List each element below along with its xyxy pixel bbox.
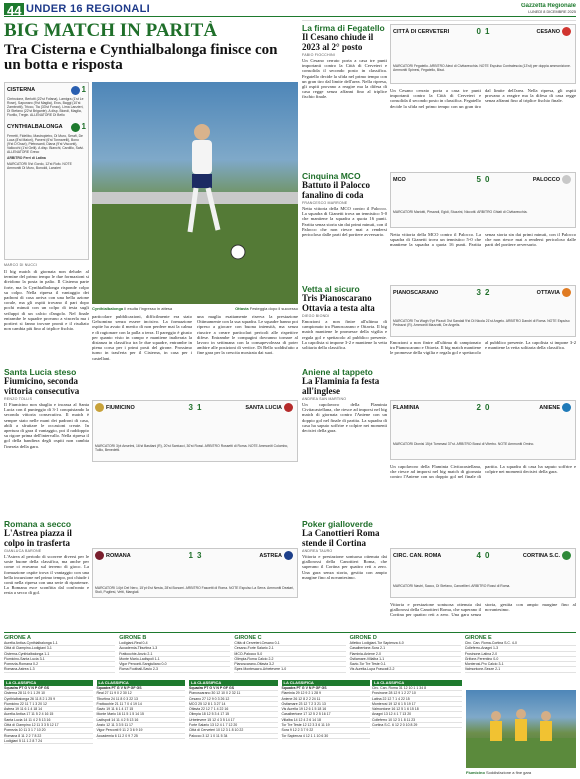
fiumicino-away-score: 1 (197, 403, 202, 412)
photo-caption-right (200, 306, 298, 312)
main-home-row (5, 83, 88, 97)
main-away-row (5, 120, 88, 134)
standings-table (189, 680, 278, 777)
santa-lucia-crest-icon (284, 403, 293, 412)
mco-article (302, 172, 387, 282)
result-row: Valmontone-Sezze 2-1 (465, 667, 576, 672)
main-body-col1: Il big match di giornata non delude: al termine del primo tempo le due formazioni si dividono la posta in palio. Il Cisterna parte forte, ma la Cynthialbalonga risponde colpo su colpo. Nella ripresa il vantaggio dei padroni di casa arriva con una bella azione corale, ma gli ospiti trovano il pari dopo pochi minuti con un colpo di testa sugli sviluppi di un calcio d'angolo. Nel finale entrambe le squadre provano a vincerla ma i portieri si fanno trovare pronti e il risultato non cambia più fino al triplice fischio. (4, 269, 89, 332)
standings-row: Aniene 26 12 8 2 2 24 11 (282, 697, 371, 702)
main-away-score: 1 (81, 122, 86, 132)
cesano-home-score: 0 (476, 27, 481, 36)
standings-row: Lodigiani 5 11 1 2 8 7 24 (4, 739, 93, 744)
aniene-crest-icon (562, 403, 571, 412)
result-row: Cesano-Forte Salario 2-1 (234, 646, 345, 651)
main-scoreboard (4, 82, 89, 260)
standings-row: Pomezia 10 11 3 1 7 10 20 (4, 728, 93, 733)
ottavia-notes: MARCATORI Tra Wagh 9'pt Pizzuti 3'st Sandali 9'st Di Nicola 21'st Angelo. ARBITRO Dandri di Roma. NOTE Espulso Pedrazzi (R). Ammoniti Mazzotti, De Angelis. (393, 319, 570, 327)
standings-columns: Squadra PT G V N P GF GS (97, 686, 186, 691)
romana-title: L'Astrea piazza il colpo in trasferta (4, 528, 72, 548)
result-row: Frattocchie-Anzio 2-1 (119, 652, 230, 657)
standings-row: Aurelia Antica 17 11 5 2 4 16 15 (4, 712, 93, 717)
results-group-title: GIRONE E (464, 635, 492, 641)
fiumicino-scoreboard (92, 400, 298, 462)
standings-row: Pianoscarano 30 12 10 0 2 32 11 (189, 691, 278, 696)
flaminia-byline: ANDREA SAN MARTINO (302, 397, 347, 401)
standings-strip (4, 680, 370, 777)
astrea-crest-icon (284, 551, 293, 560)
result-row: Circ. Can. Roma-Cortina S.C. 4-0 (465, 641, 576, 646)
results-group-title: GIRONE C (234, 635, 262, 641)
fiumicino-home-score: 3 (188, 403, 193, 412)
cesano-home-name: CITTÀ DI CERVETERI (393, 28, 450, 35)
standings-row: Romana 8 11 2 2 7 8 22 (4, 734, 93, 739)
mco-kicker: Cinquina MCO (302, 172, 361, 181)
result-row: Roma Football-Savio 2-3 (119, 667, 230, 672)
main-subhead: Tra Cisterna e Cynthialbalonga finisce con un botta e risposta (4, 42, 278, 73)
cortina-away-row (483, 549, 575, 562)
standings-row: Circ. Can. Roma 31 12 10 1 1 34 8 (372, 686, 462, 691)
romana-home-row (93, 549, 195, 562)
ottavia-away-name: OTTAVIA (536, 289, 560, 296)
mco-notes: MARCATORI Mariotti, Pirsandi, Egidi, Stuzzini, Niccotti. ARBITRO Ghiati di Civitavecchia. (393, 210, 528, 214)
romana-home-name: ROMANA (106, 552, 131, 559)
standings-columns: Squadra PT G V N P GF GS (4, 686, 93, 691)
right-col-rule (302, 20, 576, 21)
flaminia-away-name: ANIENE (539, 404, 560, 411)
romana-crest-icon (95, 551, 104, 560)
photo-caption-left-team: Cynthialbalonga (92, 306, 124, 311)
cortina-scoreboard (390, 548, 576, 598)
main-headline-block (4, 21, 298, 81)
mco-scoreboard (390, 172, 576, 228)
standings-row: Anagni 13 12 4 1 7 13 20 (372, 712, 462, 717)
standings-row: Forte Salario 13 12 4 1 7 12 20 (189, 723, 278, 728)
flaminia-home-row (391, 401, 483, 414)
mco-away-row (483, 173, 575, 186)
cortina-body: Vittoria e prestazione sontuosa ottenuta dai giallorossi della Canottieri Roma, che superano il Cortina per quattro reti a zero. Una gara senza storia, gestita con ampio margine fino al novantesimo. (302, 554, 387, 580)
main-notes: MARCATORI 5'st Gordo, 12'st Rufo. NOTE Ammoniti Di Muro, Bonoldi, Lanzieri (7, 162, 72, 171)
flaminia-body: Un capolavoro della Flaminia Civitacastellana, che riesce ad imporsi nel big match di giornata contro l'Aniene con un doppio gol nel finale di partita. La squadra di casa ha saputo soffrire e colpire nei momenti decisivi della gara. (302, 402, 387, 434)
ottavia-home-score: 3 (476, 288, 481, 297)
cortina-body-cont: Vittoria e prestazione sontuosa ottenuta dai giallorossi della Canottieri Roma, che superano il Cortina per quattro reti a zero. Una gara senza storia, gestita con ampio margine fino al novantesimo. (390, 602, 576, 618)
fiumicino-away-row (195, 401, 297, 414)
cesano-away-row (483, 25, 575, 38)
result-row: Frosinone-Latina 2-0 (465, 652, 576, 657)
standings-row: Monte Mario 16 11 5 1 5 14 15 (97, 712, 186, 717)
cesano-scoreboard (390, 24, 576, 84)
flaminia-body-cont: Un capolavoro della Flaminia Civitacastellana, che riesce ad imporsi nel big match di giornata contro l'Aniene con un doppio gol nel finale di partita. La squadra di casa ha saputo soffrire e colpire nei momenti decisivi della gara. (390, 464, 576, 480)
issue-date: LUNEDÌ 8 DICEMBRE 2025 (528, 10, 576, 14)
standings-header: LA CLASSIFICA (4, 680, 93, 686)
standings-row: Cisterna 28 11 9 1 1 29 10 (4, 691, 93, 696)
flaminia-away-score: 0 (485, 403, 490, 412)
standings-row: Vis Aurelia 19 12 6 1 5 18 16 (282, 707, 371, 712)
romana-away-row (195, 549, 297, 562)
romana-kicker: Romana a secco (4, 520, 72, 529)
standings-row: Frosinone 28 12 9 1 2 27 10 (372, 691, 462, 696)
fiumicino-crest-icon (95, 403, 104, 412)
standings-row: Cortina S.C. 6 12 2 0 10 8 29 (372, 723, 462, 728)
photo-caption-right-team: Ottavia (235, 306, 249, 311)
flaminia-title: La Flaminia fa festa all'inglese (302, 376, 380, 396)
standings-row: Fiumicino 22 11 7 1 3 20 12 (4, 702, 93, 707)
results-group (234, 635, 345, 679)
standings-header: LA CLASSIFICA (189, 680, 278, 686)
standings-row: Casalbertone 17 12 5 2 5 16 17 (282, 712, 371, 717)
cesano-body-cont: Un Cesano cerrato porta a casa tre punti importanti contro la Città di Cerveteri e consolida il secondo posto in classifica. Fegatello decide la sfida nel primo tempo con un gran tiro dal limite dell'area. Nella ripresa, gli ospiti provano a reagire ma la difesa di casa regge senza affanni fino al triplice fischio finale. (390, 88, 576, 109)
cortina-crest-icon (562, 551, 571, 560)
cynthialbalonga-crest-icon (71, 123, 80, 132)
flaminia-article (302, 368, 387, 478)
standings-row: Santa Lucia 14 11 4 2 5 13 16 (4, 718, 93, 723)
cesano-title: Il Cesano chiude il 2023 al 2° posto (302, 32, 374, 52)
mco-body-cont: Netta vittoria della MCO contro il Palocco. La squadra di Gianetti trova un tennistico 5-0 che mantiene la squadra a quota 16 punti. Partita senza storia sin dai primi minuti, con il Palocco che non riesce mai a rendersi pericoloso dalle parti del portiere avversario. (390, 232, 576, 248)
cortina-title: La Canottieri Roma stende il Cortina (302, 528, 380, 548)
standings-row: Frattocchie 21 11 7 0 4 19 14 (97, 702, 186, 707)
mco-away-name: PALOCCO (532, 176, 560, 183)
page-header (4, 3, 576, 15)
bottom-photo (466, 690, 576, 768)
results-strip (4, 635, 576, 679)
romana-away-score: 3 (197, 551, 202, 560)
cesano-article (302, 24, 387, 134)
ottavia-scoreboard (390, 285, 576, 337)
bottom-photo-caption (466, 770, 576, 777)
fiumicino-home-name: FIUMICINO (106, 404, 135, 411)
romana-byline: GIANLUCA BARONE (4, 549, 42, 553)
main-headline: BIG MATCH IN PARITÀ (4, 21, 218, 41)
cesano-notes: MARCATORI Fegatello. ARBITRO Aleoi di Civitavecchia. NOTE Espulso Contralescia (13'st) per doppia ammonizione. Ammoniti Spinesi, Fegatello, Bisci. (393, 64, 571, 72)
fiumicino-away-name: SANTA LUCIA (245, 404, 282, 411)
results-group (119, 635, 230, 679)
result-row: Ostiamare-Villalba 1-1 (350, 657, 461, 662)
cortina-home-score: 4 (476, 551, 481, 560)
romana-body: L'Astrea al periodo di scorrere diversi per le soste buone della classifica, ma anche per come ci eravamo sul terreno di gioco. La formazione ospite trova il vantaggio con una bella incursione nel primo tempo, poi chiude i conti nella ripresa con una serie di ripartenze. La Romana esce sconfitta dal confronto e resta a secco di gol. (4, 554, 89, 596)
standings-row: Cesano 27 12 9 0 3 26 12 (189, 697, 278, 702)
standings-row: Villalba 14 12 4 2 6 14 18 (282, 718, 371, 723)
flaminia-kicker: Aniene al tappeto (302, 368, 373, 377)
standings-header: LA CLASSIFICA (282, 680, 371, 686)
brand-logo: Gazzetta Regionale (520, 3, 576, 9)
flaminia-home-name: FLAMINIA (393, 404, 420, 411)
romana-notes: MARCATORI 14'pt Del Nero, 15'pt 6'st Nesta, 28'st Bonomi. ARBITRO Fascetti di Roma. NOTE Espulso La Serra. Ammoniti Deatari, Stoli, Pugliesi, Vetti, Mangiali. (95, 586, 295, 594)
ottavia-body: Emozioni a non finire all'ultima di campionato tra Pianoscarano e Ottavia. Il big match mantiene le promesse della vigilia e regala gol e spettacolo al pubblico presente. La capolista si impone 3-2 e mantiene la vetta solitaria della classifica. (302, 319, 387, 351)
standings-header: LA CLASSIFICA (97, 680, 186, 686)
result-row: Spes Montesacro-Urbetevere 1-0 (234, 667, 345, 672)
team-celebration-illustration (466, 690, 576, 768)
cortina-away-score: 0 (485, 551, 490, 560)
result-row: Colleferro-Anagni 1-3 (465, 646, 576, 651)
mco-home-score: 5 (476, 175, 481, 184)
romana-article (4, 520, 89, 630)
romana-scoreboard (92, 548, 298, 598)
fiumicino-home-row (93, 401, 195, 414)
cortina-notes: MARCATORI Nastri, Sacco, Di Stefano, Cancellieri. ARBITRO Rossi di Roma. (393, 584, 511, 588)
cesano-kicker: La firma di Fegatello (302, 24, 385, 33)
results-group (465, 635, 576, 679)
ottavia-kicker: Vetta al sicuro (302, 285, 360, 294)
ottavia-article (302, 285, 387, 365)
ottavia-body-cont: Emozioni a non finire all'ultima di campionato tra Pianoscarano e Ottavia. Il big match mantiene le promesse della vigilia e regala gol e spettacolo al pubblico presente. La capolista si impone 3-2 e mantiene la vetta solitaria della classifica. (390, 340, 576, 356)
cortina-home-name: CIRC. CAN. ROMA (393, 552, 442, 559)
standings-row: Tor Sapienza 4 12 1 1 10 6 30 (282, 734, 371, 739)
photo-caption-right-text: Festeggia dopo il successo (249, 306, 298, 311)
flaminia-notes: MARCATORI Dionisi 15'pt Tommasi 37'st. ARBITRO Bossi di Viterbo. NOTE Ammoniti Ornino. (393, 442, 535, 446)
cesano-away-score: 1 (485, 27, 490, 36)
mco-away-score: 0 (485, 175, 490, 184)
standings-row: Savio 19 11 6 1 4 17 15 (97, 707, 186, 712)
main-home-lineup: Cirrincione, Berlotti (22'st Fofana), Lamigra (1'st Le Rose), Saponaro (9'st Maglia), Eros, Baggi (10'st Zambrotti), Tricco, Tia (33'st Fonzo), Lima Lanzieri, Di Stefano (22'st Brigante). A disp. Biondi, Maglia, Fiorillo, Tregin. ALLENATORE Di Bello (7, 97, 84, 118)
standings-row: Urbetevere 15 12 4 3 5 14 17 (189, 718, 278, 723)
result-row: Flaminia-Aniene 2-0 (350, 652, 461, 657)
standings-row: Tor Tre Teste 12 12 3 3 6 11 19 (282, 723, 371, 728)
fiumicino-article (4, 368, 89, 523)
results-group (4, 635, 115, 679)
ottavia-home-row (391, 286, 483, 299)
result-row: Casalbertone-Sora 2-1 (350, 646, 461, 651)
page-number: 44 (4, 3, 24, 15)
fiumicino-byline: RENZO TOLLIS (4, 397, 33, 401)
standings-table (4, 680, 93, 777)
main-photo (92, 82, 298, 304)
flaminia-home-score: 2 (476, 403, 481, 412)
ottavia-away-score: 2 (485, 288, 490, 297)
result-row: Monte Mario-Ladispoli 1-1 (119, 657, 230, 662)
fiumicino-kicker: Santa Lucia steso (4, 368, 77, 377)
fiumicino-title: Fiumicino, seconda vittoria consecutiva (4, 376, 80, 396)
main-home-name: CISTERNA (7, 87, 36, 94)
flaminia-scoreboard (390, 400, 576, 460)
football-player-illustration (92, 82, 298, 304)
standings-row: Real 27 11 9 0 2 30 12 (97, 691, 186, 696)
main-home-score: 1 (81, 85, 86, 94)
main-byline: MARCO DI NUCCI (4, 263, 38, 267)
standings-row: Ottavia 22 12 7 1 4 22 16 (189, 707, 278, 712)
results-rule (4, 632, 576, 633)
palocco-crest-icon (562, 175, 571, 184)
result-row: Monterosi-Pro Calcio 3-1 (465, 662, 576, 667)
bottom-photo-caption-text: Soddisfazione a fine gara (486, 770, 532, 775)
standings-row: Palocco 3 12 1 0 11 5 34 (189, 734, 278, 739)
cesano-home-row (391, 25, 483, 38)
result-row: Lodigiani-Real 0-4 (119, 641, 230, 646)
result-row: Grifone-Ferentino 0-0 (465, 657, 576, 662)
standings-row: Città di Ciampino 12 11 3 3 5 12 17 (4, 723, 93, 728)
standings-row: Anzio 12 11 3 3 5 11 17 (97, 723, 186, 728)
standings-row: Flaminia 29 12 9 2 1 28 9 (282, 691, 371, 696)
cortina-article (302, 520, 387, 630)
cesano-crest-icon (562, 27, 571, 36)
standings-table (372, 680, 462, 777)
standings-row: Valmontone 16 12 5 1 6 15 18 (372, 707, 462, 712)
standings-row: Ladispoli 14 11 4 2 5 13 16 (97, 718, 186, 723)
standings-row: Colleferro 10 12 3 1 8 11 23 (372, 718, 462, 723)
cortina-home-row (391, 549, 483, 562)
main-away-name: CYNTHIALBALONGA (7, 124, 63, 131)
romana-home-score: 1 (188, 551, 193, 560)
ottavia-byline: DIEGO BIONDI (302, 314, 330, 318)
result-row: Vigor Perconti-Sangiuliano 0-0 (119, 662, 230, 667)
standings-row: Latina 22 12 7 1 4 22 15 (372, 697, 462, 702)
standings-row: Astrea 19 11 6 1 4 18 14 (4, 707, 93, 712)
ottavia-away-row (483, 286, 575, 299)
result-row: Città di Ciampino-Lodigiani 3-1 (4, 646, 115, 651)
standings-table (282, 680, 371, 777)
cesano-byline: FABIO FIOCCHINI (302, 53, 335, 57)
header-rule (4, 16, 576, 17)
result-row: Pianoscarano-Ottavia 3-2 (234, 662, 345, 667)
result-row: Città di Cerveteri-Cesano 0-1 (234, 641, 345, 646)
result-row: Romana-Astrea 1-3 (4, 667, 115, 672)
standings-columns: Squadra PT G V N P GF GS (282, 686, 371, 691)
result-row: Savio-Tor Tre Teste 0-1 (350, 662, 461, 667)
mco-home-row (391, 173, 483, 186)
standings-row: Cynthialbalonga 26 11 8 2 1 25 9 (4, 697, 93, 702)
romana-away-name: ASTREA (259, 552, 282, 559)
bottom-photo-caption-team: Fiumicino (466, 770, 485, 775)
mco-title: Battuto il Palocco fanalino di coda (302, 180, 370, 200)
cesano-body: Un Cesano cerrato porta a casa tre punti importanti contro la Città di Cerveteri e consolida il secondo posto in classifica. Fegatello decide la sfida nel primo tempo con un gran tiro dal limite dell'area. Nella ripresa, gli ospiti provano a reagire ma la difesa di casa regge senza affanni fino al triplice fischio finale. (302, 58, 387, 100)
result-row: Aurelia Antica-Cynthialbalonga 1-1 (4, 641, 115, 646)
results-group-title: GIRONE A (4, 635, 31, 641)
ottavia-home-name: PIANOSCARANO (393, 289, 439, 296)
result-row: Accademia-Tiburtina 1-3 (119, 646, 230, 651)
result-row: Pomezia-Romana 0-2 (4, 662, 115, 667)
ottavia-title: Tris Pianoscarano Ottavia a testa alta (302, 293, 375, 313)
main-body-col3: una maglia esattamente riserva la prestazione Ottimamente con la sua squadra. Le squadre hanno poi ripreso a giocare con buona intensità, ma senza riuscire a creare particolari pericoli alle rispettive difese. Entrambe le compagini dovranno tornare al lavoro in settimana con la consapevolezza di poter ambire alle posizioni di vertice. Di Bello soddisfatto a fine gara per la crescita mostrata dai suoi. (197, 314, 298, 356)
standings-row: Accademia 6 11 2 0 9 7 25 (97, 734, 186, 739)
results-group-title: GIRONE D (349, 635, 377, 641)
standings-table (97, 680, 186, 777)
mco-home-name: MCO (393, 176, 406, 183)
result-row: Vis Aurelia-Lupa Frascati 2-2 (350, 667, 461, 672)
result-row: Fiumicino-Santa Lucia 3-1 (4, 657, 115, 662)
standings-header: LA CLASSIFICA (372, 680, 462, 686)
main-referee: ARBITRO Ferri di Latina (7, 156, 46, 161)
main-body-col2: particolare pubblicazioni, difficilmente era stato Gelsomino senza essere incisivo. La formazione ospite ha avuto il merito di non perdere mai la calma e di ragionare con la palla a terra. Il pareggio è giusto per quanto visto in campo e mantiene inalterata la distanza in classifica tra le due squadre, entrambe in piena corsa per i primi posti del girone. Prossimo turno in trasferta per il Cisterna, in casa per i castellani. (92, 314, 192, 361)
results-group-title: GIRONE B (119, 635, 147, 641)
section-title: UNDER 16 REGIONALI (26, 3, 150, 15)
standings-row: Vigor Perconti 9 11 2 3 6 9 19 (97, 728, 186, 733)
mco-byline: FRANCESCO MARRONE (302, 201, 348, 205)
fiumicino-body: Il Fiumicino non sbaglia e incassa al Santa Lucia con il punteggio di 3-1 conquistando la seconda vittoria consecutiva. Il match è sempre stato nelle mani dei padroni di casa, abili a sfruttare le occasioni create. In apertura di gara il vantaggio, poi il raddoppio su rigore prima dell'intervallo. Nella ripresa il gol della bandiera degli ospiti non cambia l'inerzia della gara. (4, 402, 89, 449)
result-row: MCO-Palocco 5-0 (234, 652, 345, 657)
cortina-byline: ANDREA TAURO (302, 549, 333, 553)
cisterna-crest-icon (71, 86, 80, 95)
results-group (350, 635, 461, 679)
photo-caption-left-text: Il esulta l'ingresso in attesa (124, 306, 173, 311)
standings-row: Olimpia 18 12 5 3 4 17 15 (189, 712, 278, 717)
cortina-away-name: CORTINA S.C. (522, 552, 560, 559)
photo-caption-left (92, 306, 194, 312)
standings-row: Sora 9 12 2 3 7 9 22 (282, 728, 371, 733)
main-away-lineup: Ferretti, Fidelibo, Mastropietro, Di Muro, Serafi, De Luca (8'st Maiori), Paneni (6'st Tonnarelli), Bono (9'st D'Orazi), Pietrosanti, Diana (9'st Visconti), Vallocchi (1'st Gelli). A disp. Bianchi, Cardillo, Salvi. ALLENATORE Greco (7, 134, 84, 155)
ottavia-crest-icon (562, 288, 571, 297)
standings-row: Ostiamare 23 12 7 2 3 21 13 (282, 702, 371, 707)
result-row: Atletico Lodigiani-Tor Sapienza 4-0 (350, 641, 461, 646)
mco-body: Netta vittoria della MCO contro il Palocco. La squadra di Gianetti trova un tennistico 5-0 che mantiene la squadra a quota 16 punti. Partita senza storia sin dai primi minuti, con il Palocco che non riesce mai a rendersi pericoloso dalle parti del portiere avversario. (302, 206, 387, 238)
result-row: Olimpia-Roma Calcio 2-2 (234, 657, 345, 662)
standings-row: Tiburtina 24 11 8 0 3 22 13 (97, 697, 186, 702)
cesano-away-name: CESANO (536, 28, 560, 35)
result-row: Cisterna-Cynthialbalonga 1-1 (4, 652, 115, 657)
standings-row: Monterosi 19 12 6 1 5 19 17 (372, 702, 462, 707)
standings-row: Città di Cerveteri 10 12 3 1 8 10 22 (189, 728, 278, 733)
flaminia-away-row (483, 401, 575, 414)
cortina-kicker: Poker gialloverde (302, 520, 373, 529)
standings-columns: Squadra PT G V N P GF GS (189, 686, 278, 691)
standings-row: MCO 25 12 8 1 3 27 14 (189, 702, 278, 707)
fiumicino-notes: MARCATORI 3'pt Anselmi, 16'st Bastiani (R), 20'st Santucci, 30'st Rossi. ARBITRO Rossetti di Roma. NOTE Ammoniti Colombo, Tullio, Benedetti. (95, 444, 289, 452)
